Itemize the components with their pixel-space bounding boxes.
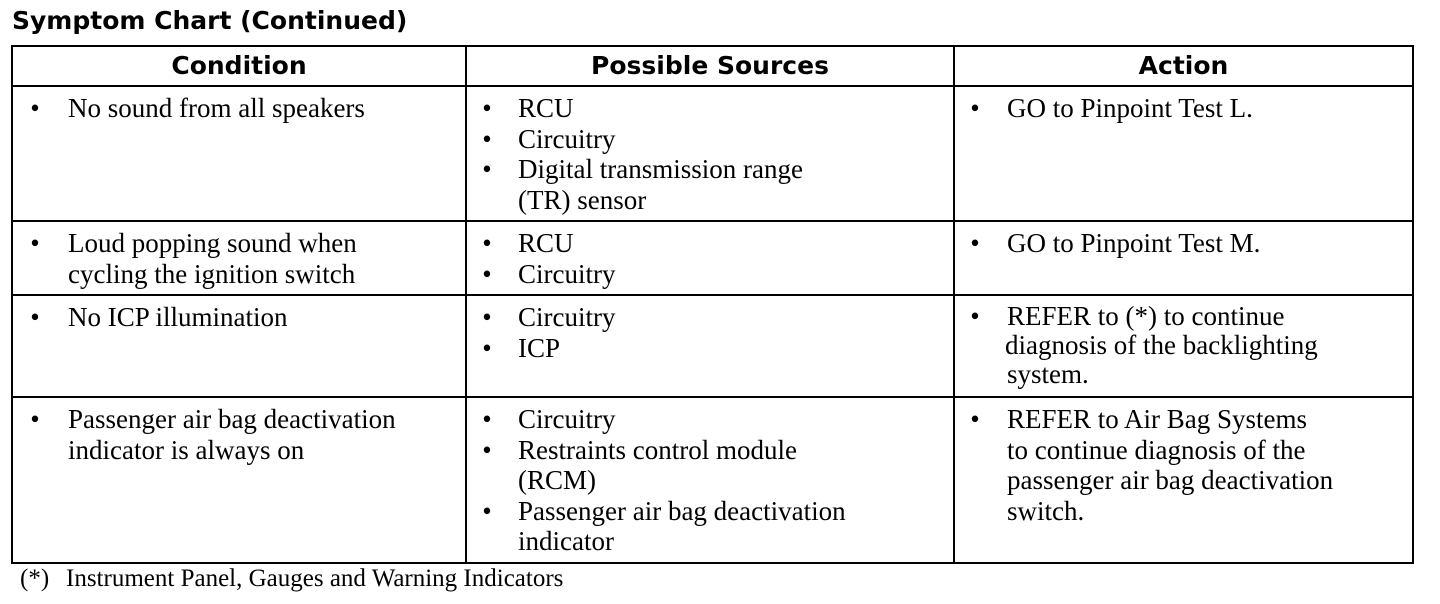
condition-cell <box>12 397 466 563</box>
source-line: Passenger air bag deactivation <box>518 495 846 526</box>
page-title: Symptom Chart (Continued) <box>12 6 408 35</box>
bullet-icon: • <box>482 302 492 332</box>
bullet-icon: • <box>482 258 492 289</box>
condition-line: Passenger air bag deactivation <box>68 404 396 434</box>
bullet-icon: • <box>482 93 492 123</box>
bullet-icon: • <box>970 301 980 331</box>
source-text: RCU <box>518 93 574 123</box>
source-text: Circuitry <box>518 404 616 434</box>
list-item <box>467 333 953 364</box>
action-line: to continue diagnosis of the <box>1007 434 1306 465</box>
bullet-icon: • <box>482 228 492 258</box>
list-item <box>955 302 1412 331</box>
action-line: switch. <box>1007 495 1085 526</box>
sources-cell <box>466 221 954 295</box>
sources-cell <box>466 397 954 563</box>
condition-text: No sound from all speakers <box>68 93 365 123</box>
list-item <box>13 93 465 124</box>
table-header-row <box>12 46 1413 86</box>
bullet-icon: • <box>30 228 40 258</box>
bullet-icon: • <box>970 404 980 434</box>
condition-line: cycling the ignition switch <box>68 258 356 289</box>
list-item <box>955 404 1412 526</box>
list-item <box>467 259 953 290</box>
sources-cell <box>466 295 954 397</box>
list-item <box>955 228 1412 259</box>
condition-line: indicator is always on <box>68 434 305 465</box>
table-row <box>12 397 1413 563</box>
source-text <box>518 496 953 557</box>
bullet-icon: • <box>482 404 492 434</box>
column-header-action: Action <box>954 46 1413 86</box>
action-text: GO to Pinpoint Test M. <box>1007 228 1261 258</box>
list-item <box>13 302 465 333</box>
action-line: system. <box>1007 359 1089 389</box>
action-text: REFER to (*) to continue <box>1007 301 1285 331</box>
bullet-icon: • <box>482 434 492 465</box>
bullet-icon: • <box>482 154 492 184</box>
action-cell <box>954 295 1413 397</box>
footnote-text: Instrument Panel, Gauges and Warning Indicators <box>66 565 564 592</box>
source-line: Digital transmission range <box>518 154 803 184</box>
source-text <box>518 435 953 496</box>
bullet-icon: • <box>30 404 40 434</box>
list-item <box>955 93 1412 124</box>
source-text: RCU <box>518 228 574 258</box>
action-line: REFER to Air Bag Systems <box>1007 404 1308 434</box>
footnote <box>20 564 563 594</box>
list-item <box>467 228 953 259</box>
action-cell <box>954 221 1413 295</box>
table-row <box>12 295 1413 397</box>
bullet-icon: • <box>970 93 980 123</box>
bullet-icon: • <box>970 228 980 258</box>
source-line: indicator <box>518 526 614 556</box>
action-line: diagnosis of the backlighting <box>1005 330 1318 360</box>
list-item <box>467 93 953 124</box>
source-text: Circuitry <box>518 302 616 332</box>
list-item <box>467 496 953 557</box>
bullet-icon: • <box>482 332 492 363</box>
list-item <box>467 435 953 496</box>
source-line: (RCM) <box>518 465 597 495</box>
action-line: passenger air bag deactivation <box>1007 465 1334 495</box>
action-cell <box>954 397 1413 563</box>
action-cell <box>954 86 1413 221</box>
source-text: ICP <box>518 332 561 363</box>
condition-text: No ICP illumination <box>68 302 288 332</box>
bullet-icon: • <box>30 93 40 123</box>
list-item <box>467 302 953 333</box>
symptom-chart-table <box>11 45 1414 564</box>
list-item <box>467 124 953 155</box>
bullet-icon: • <box>482 123 492 154</box>
condition-cell <box>12 86 466 221</box>
list-item <box>13 404 465 465</box>
source-text: Circuitry <box>518 258 616 289</box>
condition-text <box>68 228 465 289</box>
source-text <box>518 154 953 215</box>
bullet-icon: • <box>30 302 40 332</box>
list-item <box>467 154 953 215</box>
column-header-possible-sources: Possible Sources <box>466 46 954 86</box>
source-line: Restraints control module <box>518 434 797 465</box>
table-row <box>12 86 1413 221</box>
list-item <box>13 228 465 289</box>
condition-cell <box>12 295 466 397</box>
source-line: (TR) sensor <box>518 184 647 215</box>
bullet-icon: • <box>482 495 492 526</box>
condition-text <box>68 404 465 465</box>
list-item <box>467 404 953 435</box>
source-text: Circuitry <box>518 123 616 154</box>
column-header-condition: Condition <box>12 46 466 86</box>
condition-line: Loud popping sound when <box>68 228 357 258</box>
action-text <box>1007 404 1412 526</box>
sources-cell <box>466 86 954 221</box>
action-text: GO to Pinpoint Test L. <box>1007 93 1253 123</box>
footnote-marker: (*) <box>20 565 50 592</box>
condition-cell <box>12 221 466 295</box>
table-row <box>12 221 1413 295</box>
